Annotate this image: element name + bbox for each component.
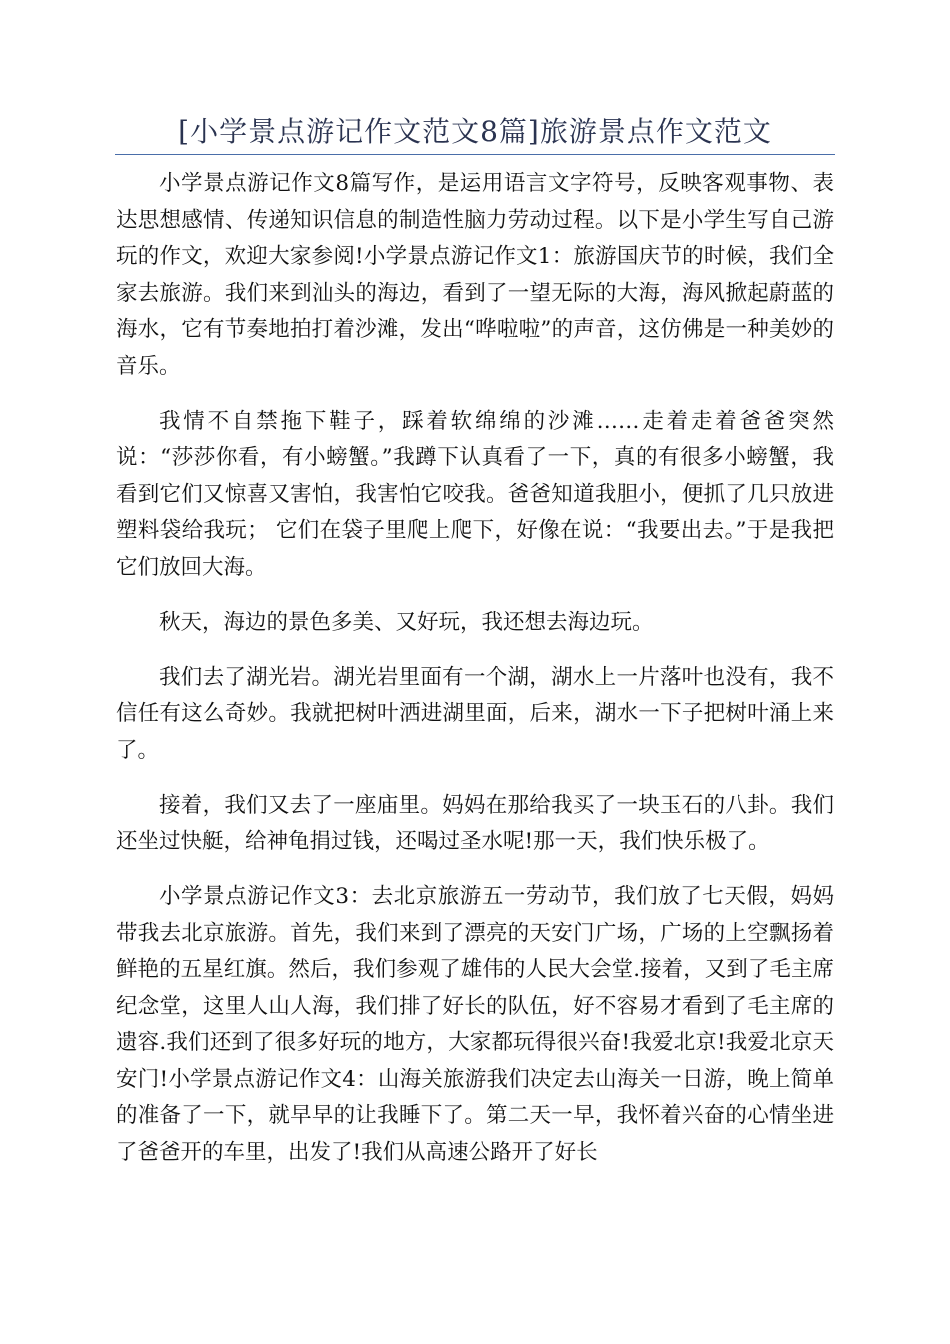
paragraph-2: 我情不自禁拖下鞋子，踩着软绵绵的沙滩……走着走着爸爸突然说：“莎莎你看，有小螃蟹。”我蹲下认真看了一下，真的有很多小螃蟹，我看到它们又惊喜又害怕，我害怕它咬我。爸爸知道我胆小，便抓了几只放进塑料袋给我玩； 它们在袋子里爬上爬下，好像在说：“我要出去。”于是我把它们放回大海。 — [116, 408, 834, 580]
title-underline — [115, 154, 835, 155]
article-body — [116, 166, 834, 1171]
paragraph-6: 小学景点游记作文3：去北京旅游五一劳动节，我们放了七天假，妈妈带我去北京旅游。首先，我们来到了漂亮的天安门广场，广场的上空飘扬着鲜艳的五星红旗。然后，我们参观了雄伟的人民大会堂.接着，又到了毛主席纪念堂，这里人山人海，我们排了好长的队伍，好不容易才看到了毛主席的遗容.我们还到了很多好玩的地方，大家都玩得很兴奋!我爱北京!我爱北京天安门!小学景点游记作文4：山海关旅游我们决定去山海关一日游，晚上简单的准备了一下，就早早的让我睡下了。第二天一早，我怀着兴奋的心情坐进了爸爸开的车里，出发了!我们从高速公路开了好长 — [116, 884, 834, 1165]
page-title: [小学景点游记作文范文8篇]旅游景点作文范文 — [178, 115, 772, 148]
paragraph-1: 小学景点游记作文8篇写作，是运用语言文字符号，反映客观事物、表达思想感情、传递知识信息的制造性脑力劳动过程。以下是小学生写自己游玩的作文，欢迎大家参阅!小学景点游记作文1：旅游国庆节的时候，我们全家去旅游。我们来到汕头的海边，看到了一望无际的大海，海风掀起蔚蓝的海水，它有节奏地拍打着沙滩，发出“哗啦啦”的声音，这仿佛是一种美妙的音乐。 — [116, 171, 834, 379]
paragraph-5: 接着，我们又去了一座庙里。妈妈在那给我买了一块玉石的八卦。我们还坐过快艇，给神龟捐过钱，还喝过圣水呢!那一天，我们快乐极了。 — [116, 792, 834, 854]
paragraph-3: 秋天，海边的景色多美、又好玩，我还想去海边玩。 — [159, 609, 654, 635]
paragraph-4: 我们去了湖光岩。湖光岩里面有一个湖，湖水上一片落叶也没有，我不信任有这么奇妙。我就把树叶洒进湖里面，后来，湖水一下子把树叶涌上来了。 — [116, 664, 834, 763]
